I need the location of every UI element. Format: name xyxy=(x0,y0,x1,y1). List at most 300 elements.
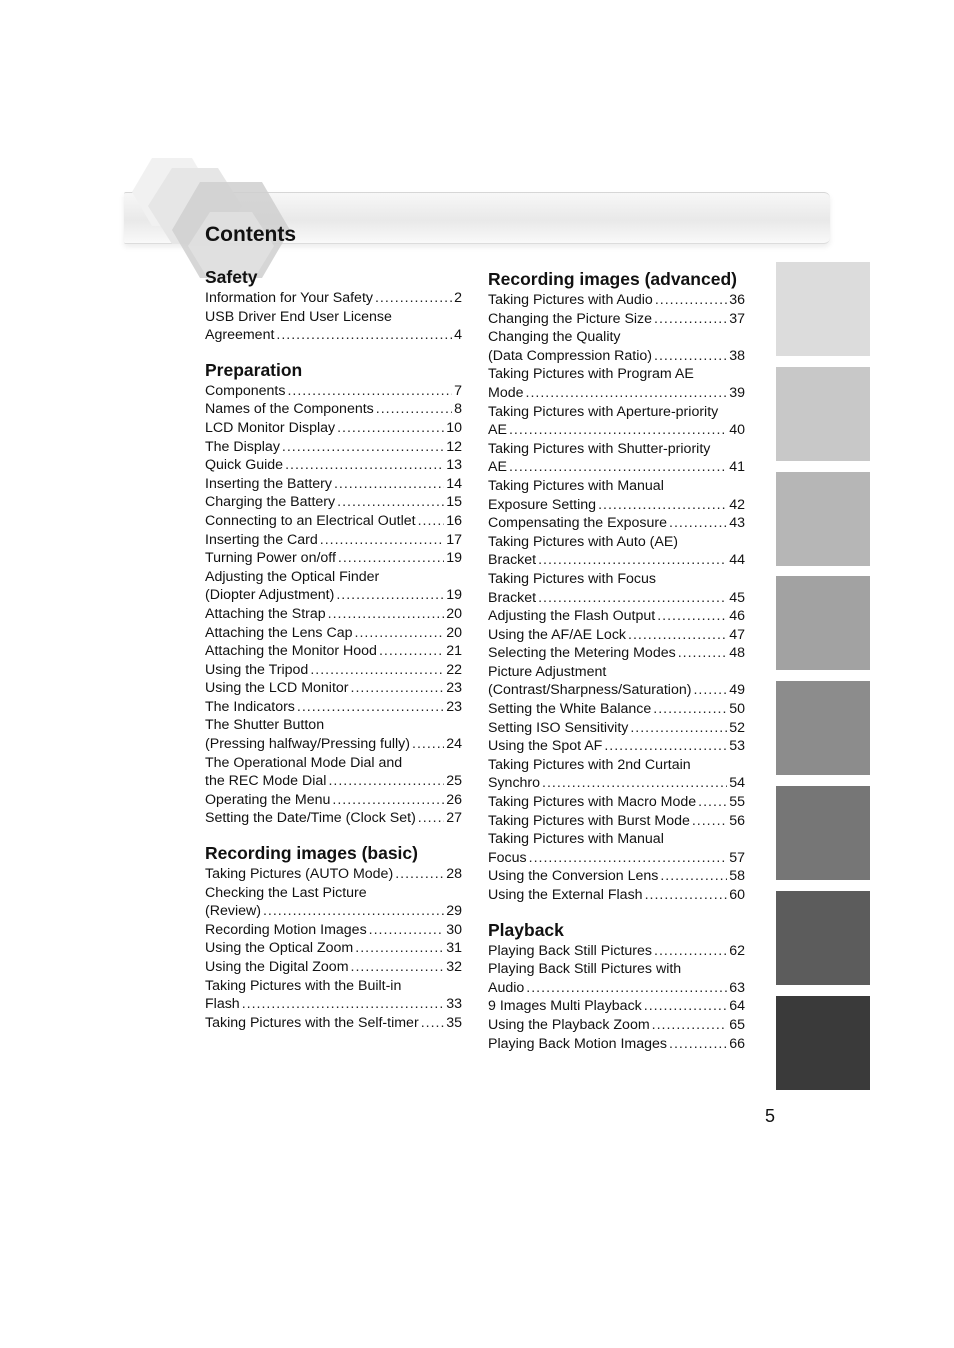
dot-leader xyxy=(657,607,727,626)
entry-text-line: USB Driver End User License xyxy=(205,308,392,325)
entry-page-number: 14 xyxy=(446,475,462,492)
entry-text: Using the Spot AF xyxy=(488,738,603,755)
entry-line xyxy=(205,289,462,308)
dot-leader xyxy=(692,812,727,831)
entry-text: Using the External Flash xyxy=(488,887,643,903)
entry-page-number: 10 xyxy=(446,419,462,436)
entry-text: AE xyxy=(488,422,507,439)
entry-line xyxy=(205,958,462,977)
entry-line xyxy=(488,979,745,998)
dot-leader xyxy=(653,700,727,719)
entry-page-number: 12 xyxy=(446,438,462,455)
toc-entry[interactable] xyxy=(488,942,745,961)
entry-text-line: Taking Pictures with Focus xyxy=(488,570,656,587)
entry-page-number: 44 xyxy=(729,552,745,569)
dot-leader xyxy=(395,865,444,884)
toc-entry[interactable] xyxy=(488,365,745,402)
toc-entry[interactable] xyxy=(488,886,745,905)
toc-entry[interactable] xyxy=(205,289,462,308)
entry-text-line: Taking Pictures with Auto (AE) xyxy=(488,533,679,550)
section-tab[interactable] xyxy=(776,786,870,880)
entry-page-number: 50 xyxy=(729,701,745,718)
dot-leader xyxy=(526,979,727,998)
toc-entry[interactable] xyxy=(488,514,745,533)
entry-line xyxy=(205,531,462,550)
toc-entry[interactable] xyxy=(205,716,462,753)
entry-line xyxy=(488,1016,745,1035)
toc-entry[interactable] xyxy=(205,549,462,568)
entry-line xyxy=(488,997,745,1016)
toc-entry[interactable] xyxy=(205,438,462,457)
entry-text: Exposure Setting xyxy=(488,496,597,513)
dot-leader xyxy=(645,886,728,905)
entry-text: (Diopter Adjustment) xyxy=(205,587,335,604)
page-title: Contents xyxy=(205,223,296,246)
entry-page-number: 15 xyxy=(446,494,462,511)
page-number: 5 xyxy=(765,1106,776,1126)
entry-line xyxy=(488,551,745,570)
dot-leader xyxy=(310,661,444,680)
toc-section xyxy=(205,266,462,345)
entry-line xyxy=(488,347,745,366)
entry-text: Recording Motion Images xyxy=(205,921,367,938)
dot-leader xyxy=(654,942,727,961)
entry-text: the REC Mode Dial xyxy=(205,773,327,790)
entry-text: Using the Tripod xyxy=(205,661,309,678)
entry-text: Charging the Battery xyxy=(205,494,336,511)
entry-line xyxy=(205,642,462,661)
entry-page-number: 56 xyxy=(729,812,745,829)
dot-leader xyxy=(654,347,727,366)
toc-entry[interactable] xyxy=(205,921,462,940)
entry-page-number: 32 xyxy=(446,959,462,975)
entry-line xyxy=(205,902,462,921)
entry-line xyxy=(488,514,745,533)
dot-leader xyxy=(282,438,444,457)
entry-text: (Pressing halfway/Pressing fully) xyxy=(205,736,411,753)
entry-line xyxy=(488,607,745,626)
toc-entry[interactable] xyxy=(205,661,462,680)
entry-text: Setting ISO Sensitivity xyxy=(488,719,629,736)
section-tab[interactable] xyxy=(776,262,870,356)
dot-leader xyxy=(412,735,444,754)
entry-line xyxy=(488,774,745,793)
entry-text: Setting the Date/Time (Clock Set) xyxy=(205,810,416,827)
entry-line xyxy=(205,995,462,1014)
entry-line xyxy=(205,493,462,512)
entry-page-number: 54 xyxy=(729,775,745,792)
entry-text: Changing the Picture Size xyxy=(488,310,653,327)
section-title: Recording images (basic) xyxy=(205,843,418,864)
entry-page-number: 31 xyxy=(446,940,462,957)
entry-text: Flash xyxy=(205,996,240,1013)
dot-leader xyxy=(418,512,445,531)
dot-leader xyxy=(421,1014,445,1033)
entry-text-line: Adjusting the Optical Finder xyxy=(205,568,380,585)
dot-leader xyxy=(509,458,727,477)
dot-leader xyxy=(660,867,727,886)
dot-leader xyxy=(542,774,727,793)
entry-text: Synchro xyxy=(488,775,541,792)
section-tab[interactable] xyxy=(776,681,870,775)
dot-leader xyxy=(351,958,445,977)
entry-page-number: 46 xyxy=(729,608,745,625)
entry-line xyxy=(488,867,745,886)
toc-entry[interactable] xyxy=(488,440,745,477)
entry-text: Turning Power on/off xyxy=(205,550,336,567)
toc-entry[interactable] xyxy=(205,865,462,884)
dot-leader xyxy=(379,642,444,661)
section-title: Recording images (advanced) xyxy=(488,269,737,289)
entry-text: Operating the Menu xyxy=(205,791,331,808)
toc-entry[interactable] xyxy=(488,756,745,793)
entry-line xyxy=(488,700,745,719)
entry-page-number: 23 xyxy=(446,680,462,697)
toc-entry[interactable] xyxy=(488,607,745,626)
entry-line xyxy=(205,679,462,698)
entry-page-number: 33 xyxy=(446,996,462,1013)
entry-page-number: 53 xyxy=(729,738,745,755)
toc-entry[interactable] xyxy=(205,958,462,977)
entry-text: 9 Images Multi Playback xyxy=(488,998,642,1015)
dot-leader xyxy=(628,626,727,645)
entry-text: Adjusting the Flash Output xyxy=(488,608,656,625)
entry-line xyxy=(205,1014,462,1033)
entry-line xyxy=(205,400,462,419)
entry-line xyxy=(488,291,745,310)
dot-leader xyxy=(652,1016,728,1035)
section-tab[interactable] xyxy=(776,472,870,566)
entry-page-number: 8 xyxy=(454,401,462,418)
toc-entry[interactable] xyxy=(205,809,462,828)
toc-entry[interactable] xyxy=(205,382,462,401)
dot-leader xyxy=(320,531,444,550)
entry-line xyxy=(488,626,745,645)
dot-leader xyxy=(538,589,727,608)
entry-page-number: 20 xyxy=(446,624,462,641)
toc-entry[interactable] xyxy=(488,1035,745,1054)
toc-entry[interactable] xyxy=(205,605,462,624)
toc-entry[interactable] xyxy=(205,456,462,475)
entry-text: Using the Playback Zoom xyxy=(488,1016,650,1033)
entry-line xyxy=(488,737,745,756)
dot-leader xyxy=(297,698,444,717)
dot-leader xyxy=(334,475,444,494)
section-title: Safety xyxy=(205,267,258,287)
entry-page-number: 25 xyxy=(446,773,462,790)
entry-text-line: Taking Pictures with 2nd Curtain xyxy=(488,756,691,773)
entry-page-number: 23 xyxy=(446,698,462,715)
entry-text: Taking Pictures with the Self-timer xyxy=(205,1014,419,1031)
dot-leader xyxy=(529,849,728,868)
entry-text: Using the Optical Zoom xyxy=(205,940,354,957)
toc-entry[interactable] xyxy=(205,568,462,605)
entry-text: Selecting the Metering Modes xyxy=(488,645,676,662)
section-title: Playback xyxy=(488,919,564,940)
entry-text-line: Taking Pictures with Manual xyxy=(488,831,664,848)
entry-page-number: 13 xyxy=(446,457,462,474)
dot-leader xyxy=(630,719,727,738)
entry-line xyxy=(488,942,745,961)
entry-page-number: 57 xyxy=(729,849,745,866)
dot-leader xyxy=(287,382,452,401)
toc-entry[interactable] xyxy=(205,939,462,958)
entry-line xyxy=(205,698,462,717)
dot-leader xyxy=(337,493,444,512)
entry-line xyxy=(488,458,745,477)
entry-line xyxy=(205,809,462,828)
entry-text: Attaching the Monitor Hood xyxy=(205,643,377,660)
entry-page-number: 22 xyxy=(446,661,462,678)
entry-line xyxy=(488,496,745,515)
entry-line xyxy=(205,419,462,438)
entry-text: The Display xyxy=(205,438,280,455)
entry-page-number: 4 xyxy=(454,327,462,344)
toc-entry[interactable] xyxy=(488,626,745,645)
dot-leader xyxy=(328,605,445,624)
entry-line xyxy=(205,735,462,754)
entry-line xyxy=(205,939,462,958)
entry-line xyxy=(488,1035,745,1054)
toc-entry[interactable] xyxy=(488,570,745,607)
toc-entry[interactable] xyxy=(205,754,462,791)
entry-text: Information for Your Safety xyxy=(205,290,373,306)
toc-entry[interactable] xyxy=(488,310,745,329)
entry-line xyxy=(488,681,745,700)
entry-page-number: 38 xyxy=(729,347,745,364)
section-tab[interactable] xyxy=(776,576,870,670)
toc-entry[interactable] xyxy=(488,960,745,997)
entry-text-line: Taking Pictures with Program AE xyxy=(488,366,694,383)
dot-leader xyxy=(509,421,727,440)
entry-text: Bracket xyxy=(488,589,537,606)
toc-entry[interactable] xyxy=(205,308,462,345)
entry-page-number: 2 xyxy=(454,290,462,306)
entry-text-line: Taking Pictures with Shutter-priority xyxy=(488,440,711,457)
entry-line xyxy=(488,310,745,329)
entry-text: AE xyxy=(488,459,507,476)
entry-line xyxy=(205,605,462,624)
entry-page-number: 62 xyxy=(729,942,745,959)
dot-leader xyxy=(526,384,728,403)
dot-leader xyxy=(337,419,444,438)
entry-page-number: 60 xyxy=(729,887,745,903)
entry-line xyxy=(205,549,462,568)
entry-text: (Contrast/Sharpness/Saturation) xyxy=(488,682,692,699)
toc-entry[interactable] xyxy=(488,403,745,440)
toc-entry[interactable] xyxy=(205,531,462,550)
entry-line xyxy=(205,456,462,475)
entry-text-line: Changing the Quality xyxy=(488,329,621,346)
entry-page-number: 58 xyxy=(729,868,745,885)
entry-text: Quick Guide xyxy=(205,457,284,474)
entry-line xyxy=(488,644,745,663)
entry-text: Using the LCD Monitor xyxy=(205,680,349,697)
dot-leader xyxy=(285,456,444,475)
toc-entry[interactable] xyxy=(488,328,745,365)
entry-text: Using the Digital Zoom xyxy=(205,959,349,975)
entry-text: Components xyxy=(205,382,286,399)
dot-leader xyxy=(328,772,444,791)
dot-leader xyxy=(693,681,727,700)
toc-entry[interactable] xyxy=(488,737,745,756)
section-tab[interactable] xyxy=(776,996,870,1090)
entry-text: Compensating the Exposure xyxy=(488,515,668,532)
toc-section xyxy=(205,842,462,1032)
entry-text: Playing Back Motion Images xyxy=(488,1035,668,1052)
entry-page-number: 21 xyxy=(446,643,462,660)
entry-page-number: 20 xyxy=(446,605,462,622)
dot-leader xyxy=(338,549,444,568)
entry-line xyxy=(488,793,745,812)
entry-page-number: 65 xyxy=(729,1016,745,1033)
entry-text: The Indicators xyxy=(205,698,295,715)
entry-text: Names of the Components xyxy=(205,401,374,418)
entry-line xyxy=(205,865,462,884)
toc-entry[interactable] xyxy=(205,698,462,717)
entry-page-number: 66 xyxy=(729,1035,745,1052)
toc-entry[interactable] xyxy=(488,1016,745,1035)
entry-line xyxy=(488,384,745,403)
entry-text-line: Playing Back Still Pictures with xyxy=(488,961,682,978)
entry-page-number: 36 xyxy=(729,292,745,308)
toc-entry[interactable] xyxy=(205,884,462,921)
entry-text-line: Taking Pictures with the Built-in xyxy=(205,977,402,994)
entry-page-number: 41 xyxy=(729,459,745,476)
section-tab[interactable] xyxy=(776,367,870,461)
toc-section xyxy=(488,268,745,905)
entry-page-number: 35 xyxy=(446,1014,462,1031)
toc-section xyxy=(205,359,462,828)
entry-page-number: 19 xyxy=(446,550,462,567)
entry-text: Inserting the Card xyxy=(205,531,318,548)
entry-text: Setting the White Balance xyxy=(488,701,652,718)
entry-line xyxy=(205,382,462,401)
toc-entry[interactable] xyxy=(488,644,745,663)
entry-text: Audio xyxy=(488,979,525,996)
entry-text: Taking Pictures with Macro Mode xyxy=(488,794,697,811)
entry-text: Taking Pictures (AUTO Mode) xyxy=(205,866,394,883)
toc-entry[interactable] xyxy=(205,475,462,494)
entry-page-number: 52 xyxy=(729,719,745,736)
toc-entry[interactable] xyxy=(488,830,745,867)
entry-text-line: Taking Pictures with Manual xyxy=(488,477,664,494)
toc-entry[interactable] xyxy=(205,642,462,661)
toc-entry[interactable] xyxy=(488,812,745,831)
entry-page-number: 30 xyxy=(446,921,462,938)
dot-leader xyxy=(604,737,727,756)
toc-entry[interactable] xyxy=(488,700,745,719)
entry-text: Playing Back Still Pictures xyxy=(488,942,653,959)
contents-right-column xyxy=(488,268,745,1067)
entry-text: Taking Pictures with Burst Mode xyxy=(488,812,690,829)
entry-page-number: 37 xyxy=(729,310,745,327)
toc-entry[interactable] xyxy=(488,793,745,812)
toc-entry[interactable] xyxy=(205,1014,462,1033)
entry-page-number: 55 xyxy=(729,794,745,811)
entry-text-line: The Shutter Button xyxy=(205,717,325,734)
dot-leader xyxy=(698,793,727,812)
entry-text: Bracket xyxy=(488,552,537,569)
entry-line xyxy=(205,438,462,457)
toc-entry[interactable] xyxy=(488,663,745,700)
toc-entry[interactable] xyxy=(205,977,462,1014)
entry-text: Taking Pictures with Audio xyxy=(488,292,653,308)
dot-leader xyxy=(644,997,727,1016)
entry-page-number: 42 xyxy=(729,496,745,513)
dot-leader xyxy=(669,1035,727,1054)
entry-page-number: 45 xyxy=(729,589,745,606)
entry-page-number: 19 xyxy=(446,587,462,604)
dot-leader xyxy=(355,624,445,643)
entry-line xyxy=(205,326,462,345)
entry-text: Mode xyxy=(488,384,524,401)
toc-entry[interactable] xyxy=(205,512,462,531)
dot-leader xyxy=(654,310,727,329)
section-title: Preparation xyxy=(205,359,303,380)
entry-text-line: Taking Pictures with Aperture-priority xyxy=(488,403,719,420)
toc-entry[interactable] xyxy=(205,679,462,698)
dot-leader xyxy=(678,644,728,663)
entry-page-number: 7 xyxy=(454,382,462,399)
entry-text: (Review) xyxy=(205,903,261,920)
dot-leader xyxy=(355,939,444,958)
entry-line xyxy=(488,886,745,905)
toc-entry[interactable] xyxy=(488,997,745,1016)
entry-page-number: 24 xyxy=(446,736,462,753)
entry-page-number: 29 xyxy=(446,903,462,920)
entry-line xyxy=(205,475,462,494)
entry-line xyxy=(488,719,745,738)
toc-entry[interactable] xyxy=(205,419,462,438)
entry-text: LCD Monitor Display xyxy=(205,419,336,436)
entry-text: Agreement xyxy=(205,327,275,344)
entry-page-number: 64 xyxy=(729,998,745,1015)
section-tab[interactable] xyxy=(776,891,870,985)
dot-leader xyxy=(375,289,452,308)
toc-entry[interactable] xyxy=(488,477,745,514)
contents-left-column xyxy=(205,266,462,1046)
entry-page-number: 63 xyxy=(729,979,745,996)
dot-leader xyxy=(538,551,727,570)
dot-leader xyxy=(336,586,444,605)
entry-page-number: 26 xyxy=(446,791,462,808)
entry-page-number: 39 xyxy=(729,384,745,401)
entry-page-number: 16 xyxy=(446,512,462,529)
entry-text: Attaching the Strap xyxy=(205,605,326,622)
entry-page-number: 27 xyxy=(446,810,462,827)
dot-leader xyxy=(263,902,444,921)
entry-text: Attaching the Lens Cap xyxy=(205,624,353,641)
toc-entry[interactable] xyxy=(488,291,745,310)
toc-entry[interactable] xyxy=(205,493,462,512)
toc-entry[interactable] xyxy=(488,867,745,886)
toc-entry[interactable] xyxy=(488,719,745,738)
entry-line xyxy=(488,849,745,868)
toc-entry[interactable] xyxy=(205,791,462,810)
dot-leader xyxy=(655,291,727,310)
dot-leader xyxy=(598,496,727,515)
entry-text: Connecting to an Electrical Outlet xyxy=(205,512,416,529)
entry-line xyxy=(205,586,462,605)
toc-entry[interactable] xyxy=(205,624,462,643)
entry-line xyxy=(205,624,462,643)
entry-text: Using the AF/AE Lock xyxy=(488,626,627,643)
toc-entry[interactable] xyxy=(205,400,462,419)
dot-leader xyxy=(369,921,445,940)
dot-leader xyxy=(418,809,444,828)
toc-entry[interactable] xyxy=(488,533,745,570)
